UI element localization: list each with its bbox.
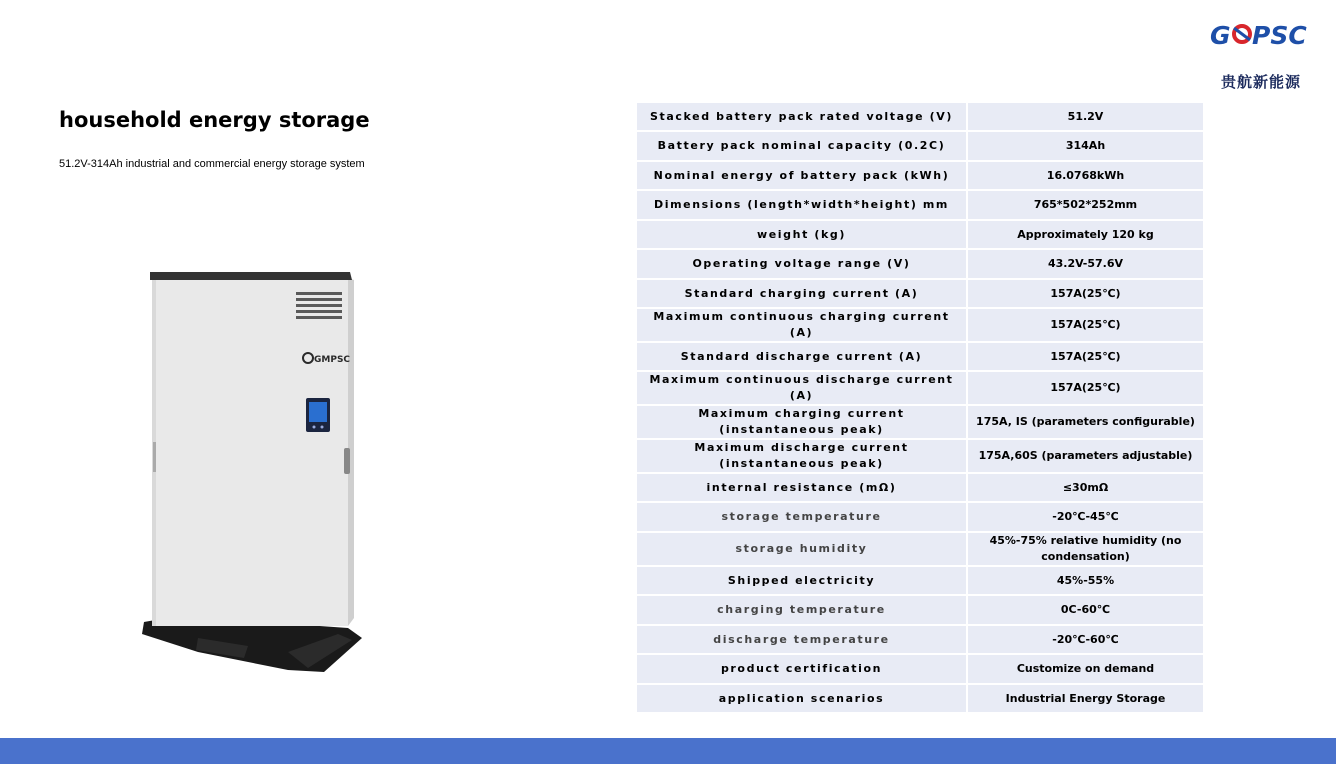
spec-param: product certification bbox=[637, 655, 968, 685]
table-row bbox=[637, 626, 1203, 655]
spec-param: Maximum continuous discharge current (A) bbox=[637, 372, 968, 406]
table-row bbox=[637, 309, 1203, 343]
table-row bbox=[637, 372, 1203, 406]
spec-value: 157A(25℃) bbox=[968, 372, 1203, 406]
table-row bbox=[637, 103, 1203, 132]
spec-param: Stacked battery pack rated voltage (V) bbox=[637, 103, 968, 132]
spec-value: -20℃-60℃ bbox=[968, 626, 1203, 655]
table-row bbox=[637, 474, 1203, 503]
footer-bar bbox=[0, 738, 1336, 764]
spec-value: 51.2V bbox=[968, 103, 1203, 132]
spec-value: 16.0768kWh bbox=[968, 162, 1203, 191]
spec-value: 45%-55% bbox=[968, 567, 1203, 596]
spec-param: Maximum discharge current (instantaneous peak) bbox=[637, 440, 968, 474]
battery-cabinet-image bbox=[138, 266, 370, 678]
table-row bbox=[637, 567, 1203, 596]
spec-param: Maximum charging current (instantaneous peak) bbox=[637, 406, 968, 440]
table-row bbox=[637, 221, 1203, 250]
spec-param: Standard charging current (A) bbox=[637, 280, 968, 309]
spec-param: charging temperature bbox=[637, 596, 968, 626]
spec-value: 45%-75% relative humidity (no condensation) bbox=[968, 533, 1203, 567]
spec-value: 175A, IS (parameters configurable) bbox=[968, 406, 1203, 440]
spec-param: Operating voltage range (V) bbox=[637, 250, 968, 280]
spec-param: Standard discharge current (A) bbox=[637, 343, 968, 372]
spec-value: Customize on demand bbox=[968, 655, 1203, 685]
table-row bbox=[637, 533, 1203, 567]
spec-param: Nominal energy of battery pack (kWh) bbox=[637, 162, 968, 191]
spec-value: 175A,60S (parameters adjustable) bbox=[968, 440, 1203, 474]
spec-param: storage temperature bbox=[637, 503, 968, 533]
table-row bbox=[637, 343, 1203, 372]
table-row bbox=[637, 406, 1203, 440]
table-row bbox=[637, 596, 1203, 626]
spec-param: storage humidity bbox=[637, 533, 968, 567]
spec-param: Shipped electricity bbox=[637, 567, 968, 596]
svg-text:PSC: PSC bbox=[1252, 21, 1307, 50]
spec-param: Battery pack nominal capacity (0.2C) bbox=[637, 132, 968, 162]
spec-param: internal resistance (mΩ) bbox=[637, 474, 968, 503]
table-row bbox=[637, 685, 1203, 714]
spec-value: 314Ah bbox=[968, 132, 1203, 162]
spec-value: -20℃-45℃ bbox=[968, 503, 1203, 533]
spec-value: Industrial Energy Storage bbox=[968, 685, 1203, 714]
company-logo bbox=[1208, 16, 1320, 91]
spec-value: 765*502*252mm bbox=[968, 191, 1203, 221]
spec-param: Dimensions (length*width*height) mm bbox=[637, 191, 968, 221]
svg-text:G: G bbox=[1210, 21, 1231, 50]
table-row bbox=[637, 191, 1203, 221]
table-row bbox=[637, 503, 1203, 533]
spec-table bbox=[637, 103, 1203, 714]
spec-param: weight (kg) bbox=[637, 221, 968, 250]
page-subtitle: 51.2V-314Ah industrial and commercial energy storage system bbox=[59, 158, 365, 170]
table-row bbox=[637, 250, 1203, 280]
spec-value: 157A(25℃) bbox=[968, 309, 1203, 343]
spec-value: Approximately 120 kg bbox=[968, 221, 1203, 250]
spec-param: application scenarios bbox=[637, 685, 968, 714]
gcpsc-logo-icon bbox=[1208, 16, 1312, 50]
spec-value: ≤30mΩ bbox=[968, 474, 1203, 503]
spec-param: Maximum continuous charging current (A) bbox=[637, 309, 968, 343]
spec-value: 43.2V-57.6V bbox=[968, 250, 1203, 280]
table-row bbox=[637, 440, 1203, 474]
spec-value: 157A(25℃) bbox=[968, 343, 1203, 372]
table-row bbox=[637, 132, 1203, 162]
unit-badge-text: GMPSC bbox=[314, 355, 351, 365]
table-row bbox=[637, 280, 1203, 309]
spec-value: 0C-60℃ bbox=[968, 596, 1203, 626]
spec-value: 157A(25℃) bbox=[968, 280, 1203, 309]
page-title: household energy storage bbox=[59, 108, 370, 132]
spec-param: discharge temperature bbox=[637, 626, 968, 655]
table-row bbox=[637, 655, 1203, 685]
company-name: 贵航新能源 bbox=[1221, 73, 1302, 91]
table-row bbox=[637, 162, 1203, 191]
